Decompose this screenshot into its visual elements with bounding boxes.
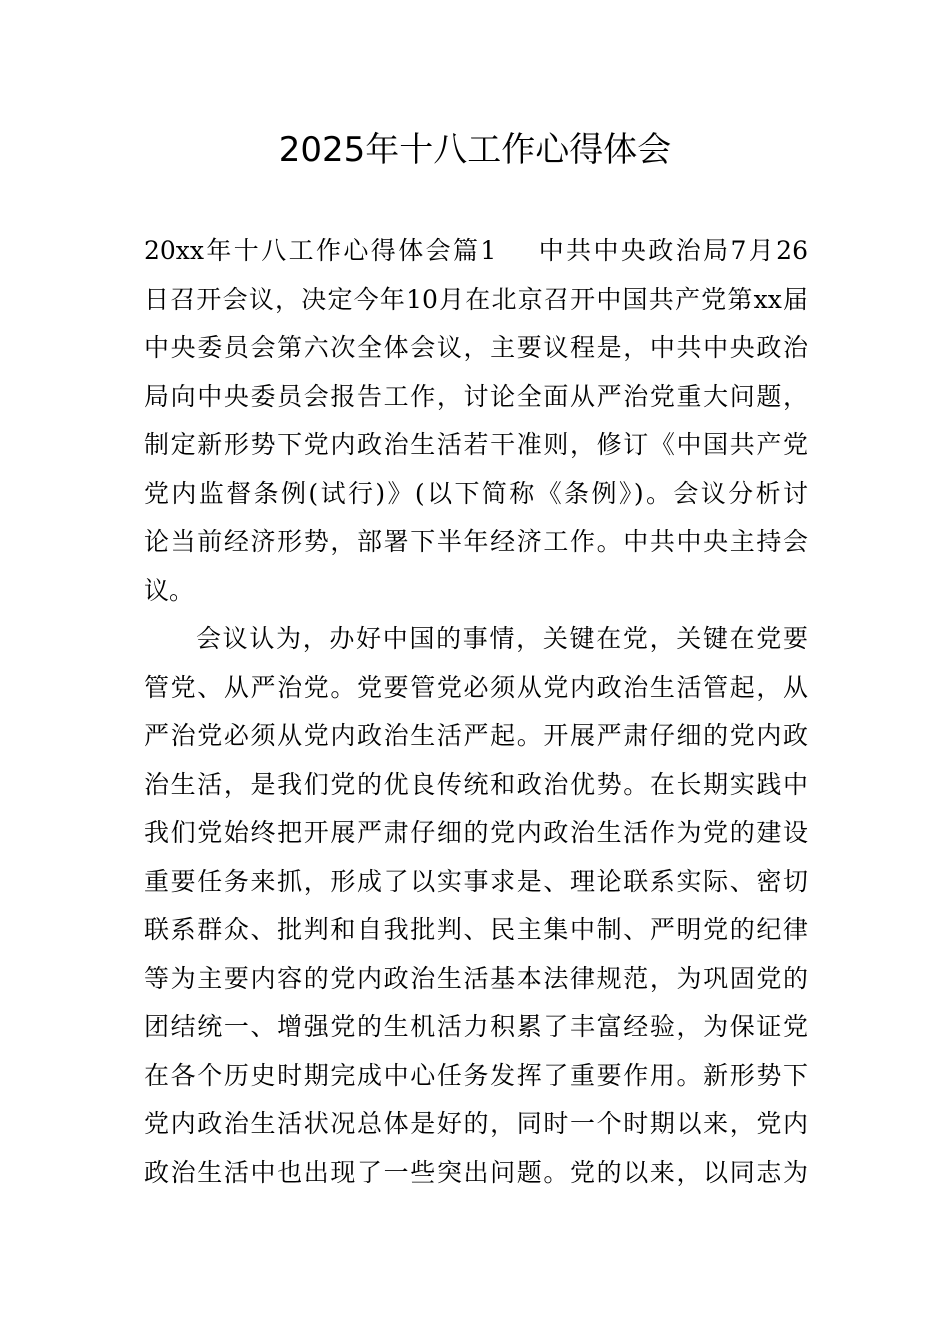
body-line: 我们党始终把开展严肃仔细的党内政治生活作为党的建设 xyxy=(144,818,808,847)
body-line: 在各个历史时期完成中心任务发挥了重要作用。新形势下 xyxy=(144,1060,808,1090)
body-line: 党内监督条例(试行)》(以下简称《条例》)。会议分析讨 xyxy=(144,478,808,508)
body-line: 日召开会议，决定今年10月在北京召开中国共产党第xx届 xyxy=(144,284,808,314)
body-line: 治生活，是我们党的优良传统和政治优势。在长期实践中 xyxy=(144,769,808,799)
body-line: 论当前经济形势，部署下半年经济工作。中共中央主持会 xyxy=(144,527,808,556)
body-line: 制定新形势下党内政治生活若干准则，修订《中国共产党 xyxy=(144,430,808,459)
paragraph-first-line: 会议认为，办好中国的事情，关键在党，关键在党要 xyxy=(196,624,808,653)
body-line: 局向中央委员会报告工作，讨论全面从严治党重大问题， xyxy=(144,381,808,411)
body-line: 党内政治生活状况总体是好的，同时一个时期以来，党内 xyxy=(144,1109,808,1138)
body-line: 管党、从严治党。党要管党必须从党内政治生活管起，从 xyxy=(144,672,808,702)
body-line: 联系群众、批判和自我批判、民主集中制、严明党的纪律 xyxy=(144,915,808,944)
body-line: 严治党必须从党内政治生活严起。开展严肃仔细的党内政 xyxy=(144,721,808,750)
body-line: 议。 xyxy=(144,575,195,605)
body-line: 等为主要内容的党内政治生活基本法律规范，为巩固党的 xyxy=(144,963,808,993)
body-line: 中央委员会第六次全体会议，主要议程是，中共中央政治 xyxy=(144,333,808,362)
document-body xyxy=(144,227,808,1197)
body-line: 重要任务来抓，形成了以实事求是、理论联系实际、密切 xyxy=(144,866,808,896)
body-text-segment: 中共中央政治局7月26 xyxy=(536,236,808,265)
body-line: 政治生活中也出现了一些突出问题。党的以来，以同志为 xyxy=(144,1157,808,1187)
section-heading: 20xx年十八工作心得体会篇1 xyxy=(144,236,497,265)
body-line xyxy=(144,227,808,276)
document-title: 2025年十八工作心得体会 xyxy=(278,130,672,170)
body-line: 团结统一、增强党的生机活力积累了丰富经验，为保证党 xyxy=(144,1012,808,1041)
